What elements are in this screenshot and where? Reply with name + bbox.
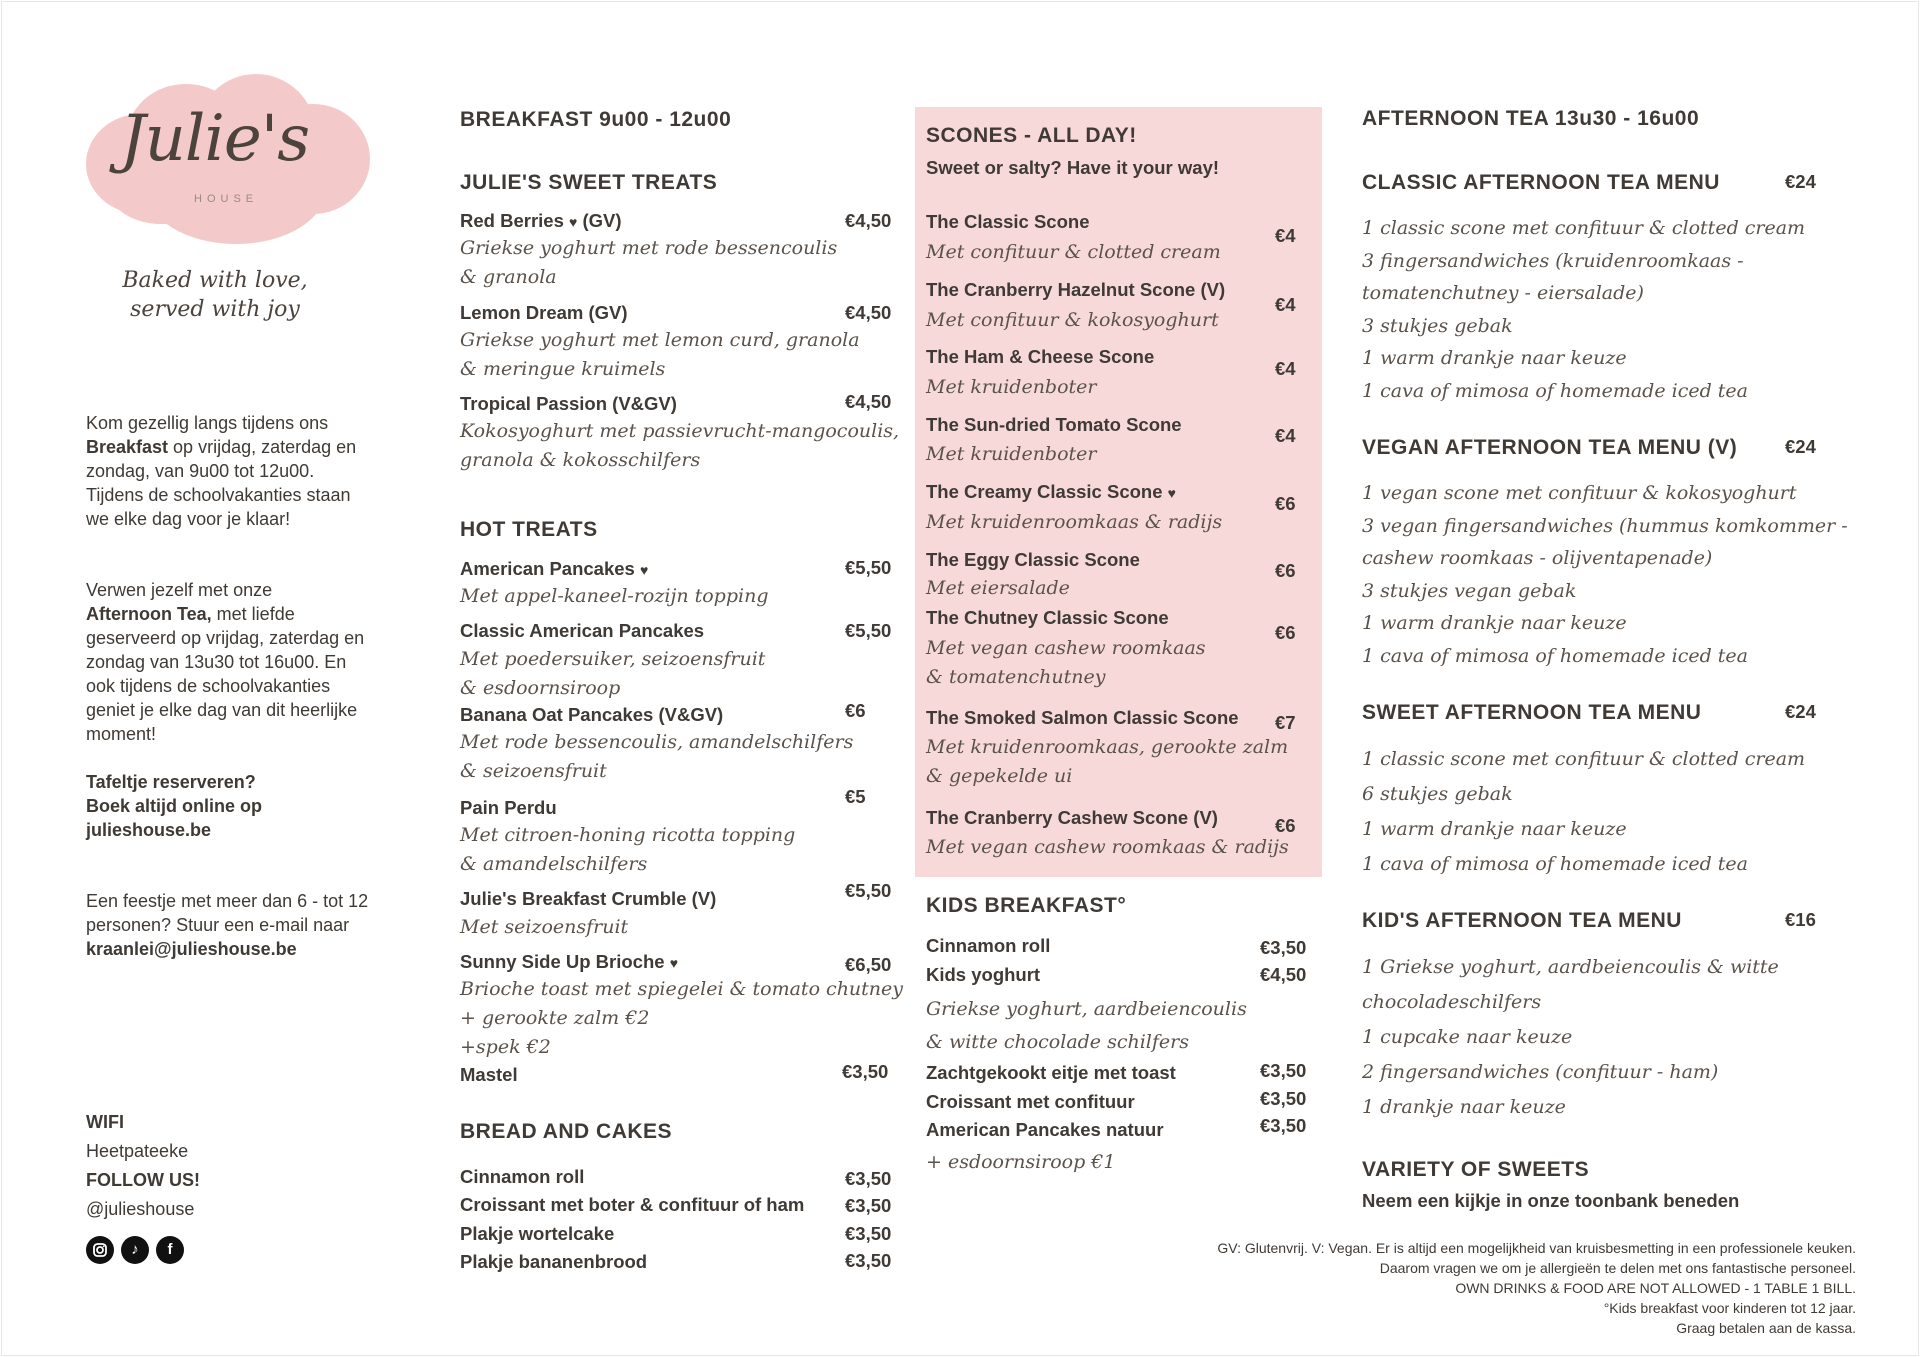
scone-desc: Met vegan cashew roomkaas & radijs: [926, 836, 1289, 858]
scones-heading: SCONES - ALL DAY!: [926, 124, 1137, 147]
instagram-icon[interactable]: [86, 1236, 114, 1264]
menu-item-name: Banana Oat Pancakes (V&GV): [460, 704, 724, 725]
tea-menu-lines: 1 classic scone met confituur & clotted cream 6 stukjes gebak 1 warm drankje naar keuze 1 cava of mimosa of homemade iced tea: [1362, 748, 1806, 875]
scone-name: The Eggy Classic Scone: [926, 549, 1140, 570]
menu-item-price: €5,50: [845, 620, 892, 641]
menu-item-name: Pain Perdu: [460, 797, 557, 818]
tea-menu-lines: 1 vegan scone met confituur & kokosyoghurt 3 vegan fingersandwiches (hummus komkommer - cashew roomkaas - olijventapenade) 3 stukjes vegan gebak 1 warm drankje naar keuze 1 cava of mimosa of homemade iced tea: [1362, 482, 1848, 667]
menu-item-desc: Brioche toast met spiegelei & tomato chutney + gerookte zalm €2 +spek €2: [460, 978, 904, 1058]
footnote: GV: Glutenvrij. V: Vegan. Er is altijd een mogelijkheid van kruisbesmetting in een professionele keuken. Daarom vragen we om je allergieën te delen met ons fantastische personeel. OWN DRINKS & FOOD ARE NOT ALLOWED - 1 TABLE 1 BILL. °Kids breakfast voor kinderen tot 12 jaar. Graag betalen aan de kassa.: [1217, 1240, 1856, 1336]
follow-label: FOLLOW US!: [86, 1170, 200, 1190]
social-handle: @julieshouse: [86, 1199, 195, 1219]
scone-desc: Met eiersalade: [926, 577, 1070, 599]
kids-item-price: €4,50: [1260, 964, 1307, 985]
tea-menu-price: €24: [1785, 171, 1816, 192]
menu-item-price: €4,50: [845, 210, 892, 231]
menu-item-name: Red Berries ♥ (GV): [460, 210, 622, 231]
tea-menu-title: KID'S AFTERNOON TEA MENU: [1362, 909, 1682, 932]
menu-item-desc: Met appel-kaneel-rozijn topping: [460, 585, 769, 607]
reservation-note: Tafeltje reserveren? Boek altijd online op julieshouse.be: [86, 770, 396, 842]
scone-name: The Smoked Salmon Classic Scone: [926, 707, 1239, 728]
facebook-icon[interactable]: f: [156, 1236, 184, 1264]
afternoon-heading: AFTERNOON TEA 13u30 - 16u00: [1362, 107, 1700, 130]
menu-item-desc: Met poedersuiker, seizoensfruit & esdoornsiroop: [460, 648, 766, 699]
menu-item-price: €5,50: [845, 557, 892, 578]
email-link[interactable]: kraanlei@julieshouse.be: [86, 939, 297, 959]
tea-menu-title: SWEET AFTERNOON TEA MENU: [1362, 701, 1702, 724]
scone-desc: Met kruidenboter: [926, 376, 1097, 398]
tea-menu-price: €24: [1785, 701, 1816, 722]
logo-wordmark: Julie's: [120, 102, 310, 176]
scone-name: The Chutney Classic Scone: [926, 607, 1169, 628]
scone-price: €4: [1275, 294, 1296, 315]
scone-name: The Sun-dried Tomato Scone: [926, 414, 1182, 435]
wifi-label: WIFI: [86, 1112, 124, 1132]
tagline: Baked with love, served with joy: [122, 268, 308, 322]
menu-item-desc: Met seizoensfruit: [460, 916, 629, 938]
menu-item-name: Sunny Side Up Brioche ♥: [460, 951, 679, 972]
kids-item-name: Cinnamon roll: [926, 935, 1051, 956]
scone-name: The Cranberry Hazelnut Scone (V): [926, 279, 1226, 300]
kids-item-price: €3,50: [1260, 1088, 1307, 1109]
menu-item-price: €6,50: [845, 954, 892, 975]
menu-item-name: Plakje bananenbrood: [460, 1251, 648, 1272]
menu-item-name: American Pancakes ♥: [460, 558, 649, 579]
menu-item-desc: Griekse yoghurt met rode bessencoulis & granola: [460, 237, 838, 288]
menu-item-name: Lemon Dream (GV): [460, 302, 628, 323]
scone-price: €7: [1275, 712, 1296, 733]
scone-price: €6: [1275, 622, 1296, 643]
heart-icon: ♥: [569, 214, 578, 230]
party-note: Een feestje met meer dan 6 - tot 12 personen? Stuur een e-mail naar kraanlei@julieshouse.be: [86, 889, 396, 961]
scone-price: €4: [1275, 425, 1296, 446]
tea-menu-price: €16: [1785, 909, 1816, 930]
menu-item-price: €3,50: [845, 1195, 892, 1216]
breakfast-heading: BREAKFAST 9u00 - 12u00: [460, 108, 732, 131]
scone-desc: Met kruidenroomkaas & radijs: [926, 511, 1223, 533]
menu-item-name: Mastel: [460, 1064, 518, 1085]
menu-item-name: Julie's Breakfast Crumble (V): [460, 888, 717, 909]
menu-item-name: Classic American Pancakes: [460, 620, 705, 641]
tea-menu-lines: 1 classic scone met confituur & clotted cream 3 fingersandwiches (kruidenroomkaas - tomatenchutney - eiersalade) 3 stukjes gebak 1 warm drankje naar keuze 1 cava of mimosa of homemade iced tea: [1362, 217, 1806, 402]
scone-desc: Met confituur & clotted cream: [926, 241, 1221, 263]
menu-item-name: Plakje wortelcake: [460, 1223, 615, 1244]
menu-item-price: €3,50: [845, 1223, 892, 1244]
hot-treats-heading: HOT TREATS: [460, 518, 598, 541]
scone-desc: Met kruidenboter: [926, 443, 1097, 465]
menu-item-desc: Met citroen-honing ricotta topping & amandelschilfers: [460, 824, 796, 875]
logo-subtitle: HOUSE: [194, 193, 259, 205]
menu-item-name: Croissant met boter & confituur of ham: [460, 1194, 805, 1215]
heart-icon: ♥: [639, 562, 649, 578]
tea-menu-price: €24: [1785, 436, 1816, 457]
tea-menu-title: VEGAN AFTERNOON TEA MENU (V): [1362, 436, 1738, 459]
menu-item-desc: Met rode bessencoulis, amandelschilfers & seizoensfruit: [460, 731, 854, 782]
menu-item-price: €3,50: [845, 1250, 892, 1271]
menu-item-price: €5,50: [845, 880, 892, 901]
scone-price: €6: [1275, 493, 1296, 514]
reservation-link[interactable]: julieshouse.be: [86, 820, 212, 840]
wifi-follow: [86, 1108, 396, 1224]
heart-icon: ♥: [669, 955, 679, 971]
kids-item-desc: Griekse yoghurt, aardbeiencoulis & witte chocolade schilfers: [926, 998, 1247, 1053]
scone-desc: Met confituur & kokosyoghurt: [926, 309, 1219, 331]
kids-item-name: Zachtgekookt eitje met toast: [926, 1062, 1176, 1083]
sweet-treats-heading: JULIE'S SWEET TREATS: [460, 171, 718, 194]
menu-item-price: €3,50: [845, 1168, 892, 1189]
scone-name: The Cranberry Cashew Scone (V): [926, 807, 1218, 828]
scone-price: €4: [1275, 225, 1296, 246]
kids-item-price: €3,50: [1260, 937, 1307, 958]
kids-item-name: Kids yoghurt: [926, 964, 1041, 985]
scone-price: €4: [1275, 358, 1296, 379]
kids-item-price: €3,50: [1260, 1060, 1307, 1081]
menu-item-price: €5: [845, 786, 866, 807]
menu-item-name: Tropical Passion (V&GV): [460, 393, 677, 414]
kids-item-name: American Pancakes natuur: [926, 1119, 1164, 1140]
menu-item-name: Cinnamon roll: [460, 1166, 585, 1187]
kids-item-price: €3,50: [1260, 1115, 1307, 1136]
variety-heading: VARIETY OF SWEETS: [1362, 1158, 1590, 1181]
heart-icon: ♥: [1167, 485, 1176, 501]
tiktok-icon[interactable]: ♪: [121, 1236, 149, 1264]
tea-menu-lines: 1 Griekse yoghurt, aardbeiencoulis & witte chocoladeschilfers 1 cupcake naar keuze 2 fingersandwiches (confituur - ham) 1 drankje naar keuze: [1362, 956, 1779, 1118]
breakfast-intro: Kom gezellig langs tijdens ons Breakfast op vrijdag, zaterdag en zondag, van 9u00 tot 12u00. Tijdens de schoolvakanties staan we elke dag voor je klaar!: [86, 413, 357, 529]
scone-name: The Classic Scone: [926, 211, 1090, 232]
wifi-value: Heetpateeke: [86, 1141, 189, 1161]
menu-item-price: €4,50: [845, 302, 892, 323]
scone-name: The Ham & Cheese Scone: [926, 346, 1155, 367]
menu-item-desc: Griekse yoghurt met lemon curd, granola & meringue kruimels: [460, 329, 860, 380]
kids-breakfast-heading: KIDS BREAKFAST°: [926, 894, 1127, 917]
kids-item-desc: + esdoornsiroop €1: [926, 1151, 1116, 1173]
scone-name: The Creamy Classic Scone ♥: [926, 481, 1176, 502]
menu-item-desc: Kokosyoghurt met passievrucht-mangocoulis, granola & kokosschilfers: [460, 420, 900, 471]
kids-item-name: Croissant met confituur: [926, 1091, 1135, 1112]
tea-menu-title: CLASSIC AFTERNOON TEA MENU: [1362, 171, 1720, 194]
scone-desc: Met vegan cashew roomkaas & tomatenchutney: [926, 637, 1206, 688]
menu-item-price: €6: [845, 700, 866, 721]
bread-cakes-heading: BREAD AND CAKES: [460, 1120, 673, 1143]
menu-item-price: €3,50: [842, 1061, 889, 1082]
variety-subtitle: Neem een kijkje in onze toonbank beneden: [1362, 1190, 1740, 1211]
scone-price: €6: [1275, 815, 1296, 836]
scones-subtitle: Sweet or salty? Have it your way!: [926, 157, 1220, 178]
afternoon-intro: Verwen jezelf met onze Afternoon Tea, met liefde geserveerd op vrijdag, zaterdag en zondag van 13u30 tot 16u00. En ook tijdens de schoolvakanties geniet je elke dag van dit heerlijke moment!: [86, 580, 365, 744]
menu-item-price: €4,50: [845, 391, 892, 412]
scone-price: €6: [1275, 560, 1296, 581]
scone-desc: Met kruidenroomkaas, gerookte zalm & gepekelde ui: [926, 736, 1289, 787]
